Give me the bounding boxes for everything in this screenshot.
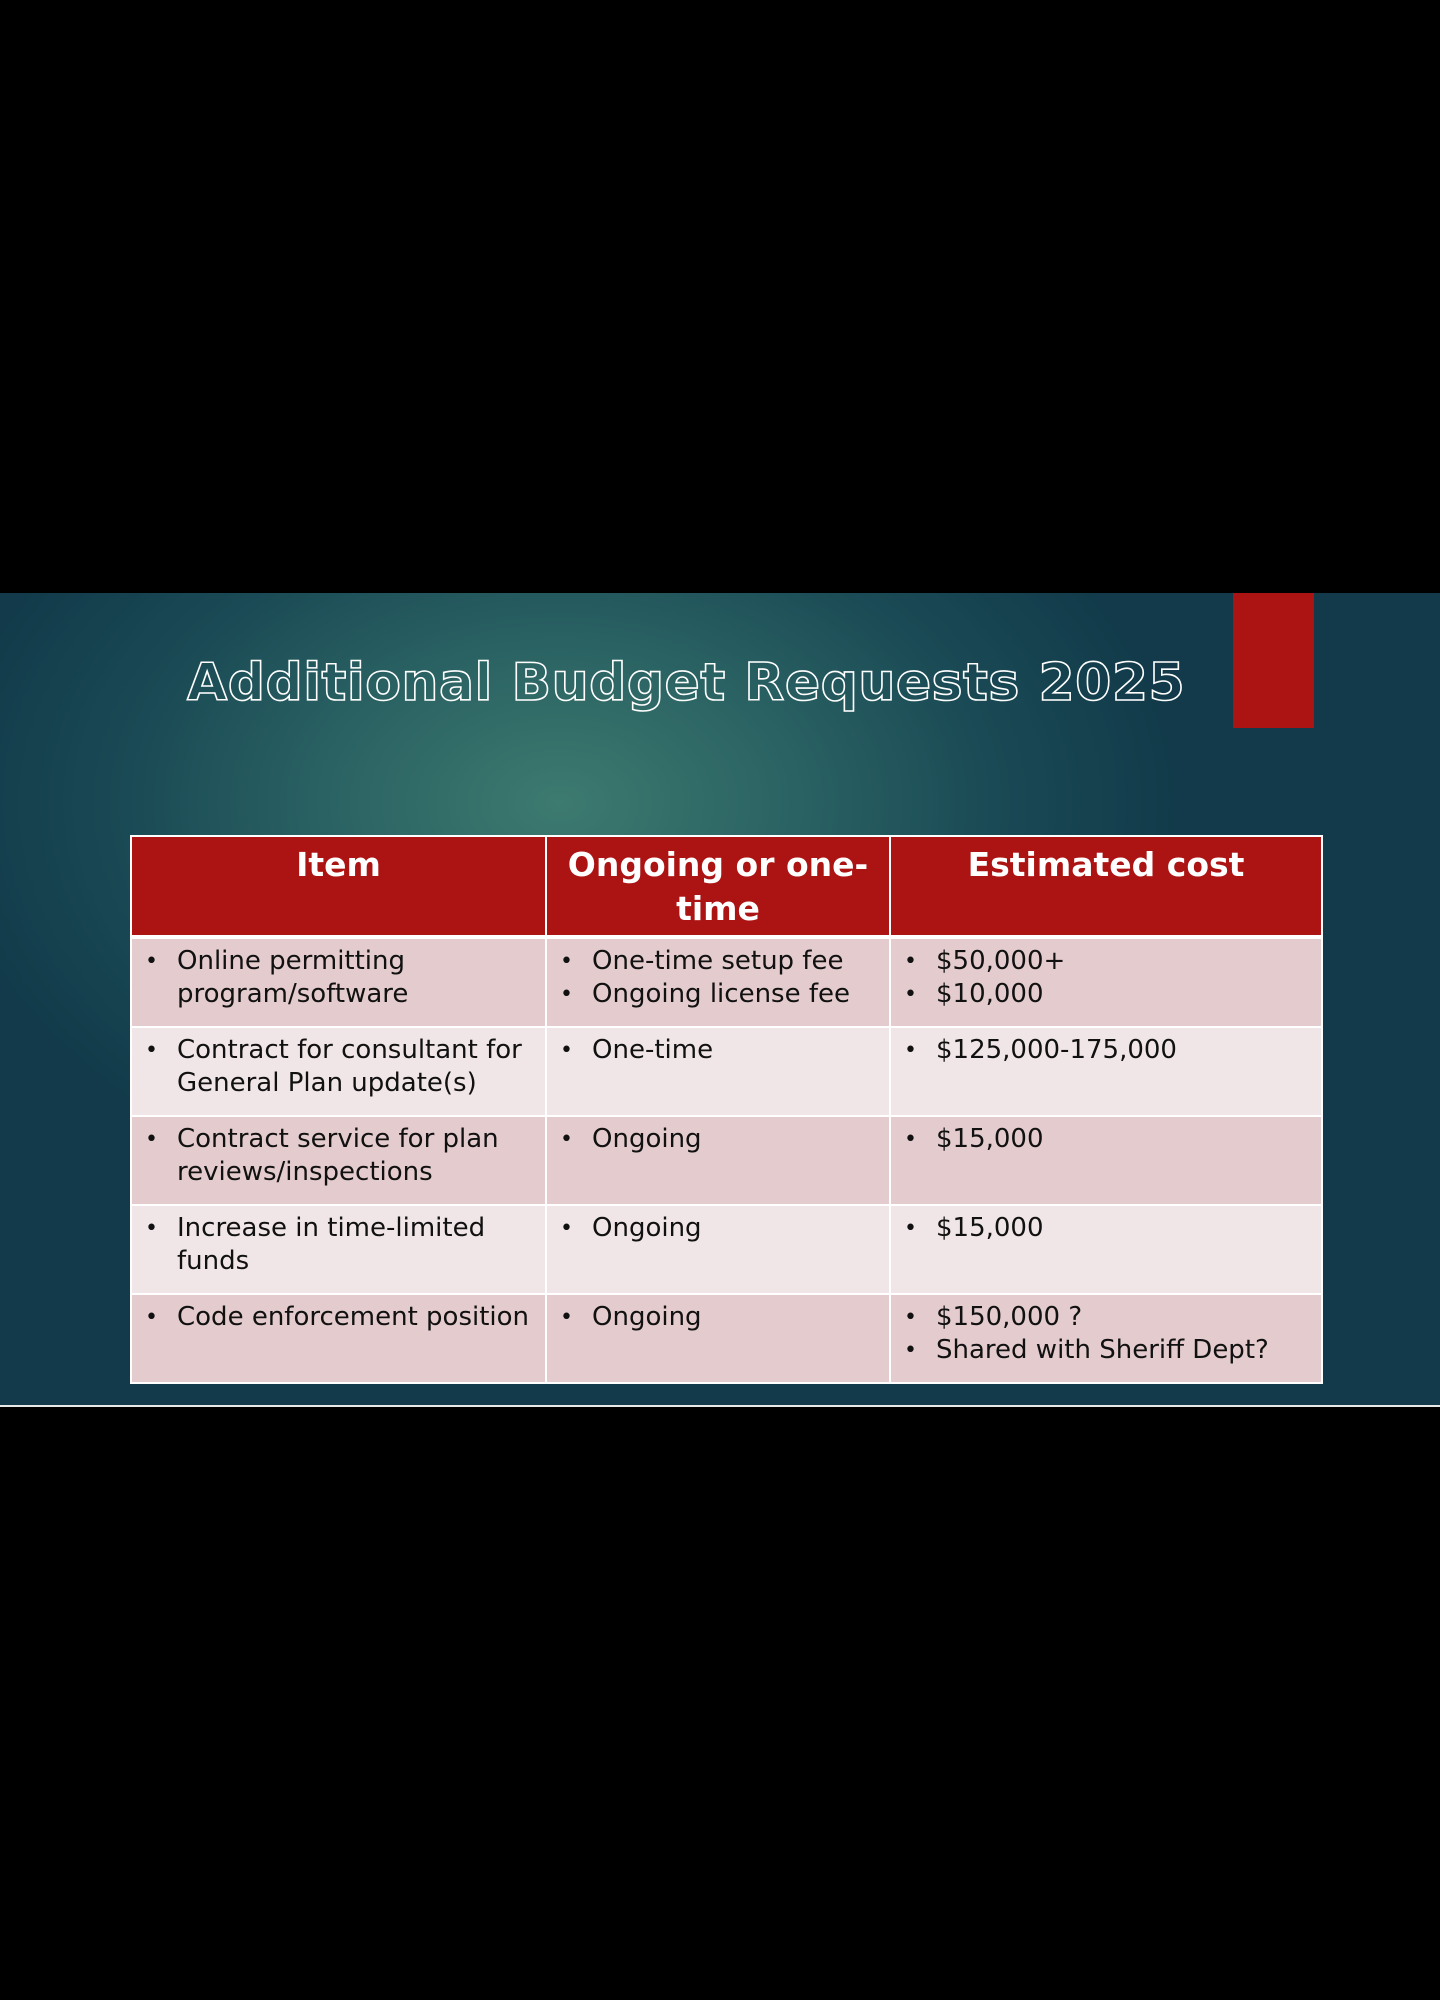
bullet-icon: •: [560, 982, 573, 1007]
bullet-text: Shared with Sheriff Dept?: [936, 1335, 1269, 1365]
bullet-icon: •: [145, 949, 158, 974]
bullet-text: $150,000 ?: [936, 1302, 1083, 1332]
table-row: [131, 1027, 1322, 1116]
table-header-row: [131, 836, 1322, 937]
bullet-text: $15,000: [936, 1124, 1044, 1154]
bullet-item: [901, 1212, 1311, 1245]
bullet-text: Contract service for plan reviews/inspections: [177, 1124, 499, 1187]
table-row: [131, 1205, 1322, 1294]
table-row: [131, 1116, 1322, 1205]
bullet-icon: •: [145, 1127, 158, 1152]
bullet-text: Ongoing: [592, 1124, 702, 1154]
bullet-list: [142, 945, 535, 1011]
bullet-item: [901, 945, 1311, 978]
bullet-item: [557, 1212, 879, 1245]
bullet-list: [901, 945, 1311, 1011]
bullet-list: [557, 1034, 879, 1067]
bullet-text: $15,000: [936, 1213, 1044, 1243]
bullet-icon: •: [904, 949, 917, 974]
bullet-list: [901, 1212, 1311, 1245]
bullet-list: [142, 1123, 535, 1189]
bullet-list: [901, 1034, 1311, 1067]
bullet-item: [901, 1334, 1311, 1367]
bullet-icon: •: [904, 1305, 917, 1330]
bullet-icon: •: [560, 949, 573, 974]
bullet-text: One-time: [592, 1035, 714, 1065]
bullet-item: [142, 945, 535, 1011]
header-frequency: Ongoing or one-time: [546, 836, 890, 937]
bullet-text: Ongoing license fee: [592, 979, 850, 1009]
bullet-text: $125,000-175,000: [936, 1035, 1177, 1065]
frequency-cell: [546, 937, 890, 1027]
bullet-icon: •: [904, 1127, 917, 1152]
bullet-item: [901, 978, 1311, 1011]
bullet-list: [901, 1123, 1311, 1156]
bullet-icon: •: [145, 1216, 158, 1241]
bullet-icon: •: [560, 1305, 573, 1330]
bullet-list: [557, 1212, 879, 1245]
cost-cell: [890, 1027, 1322, 1116]
slide-title: Additional Budget Requests 2025: [187, 653, 1186, 713]
bullet-item: [557, 945, 879, 978]
bullet-text: Online permitting program/software: [177, 946, 409, 1009]
bullet-text: Code enforcement position: [177, 1302, 530, 1332]
bullet-text: $50,000+: [936, 946, 1066, 976]
bullet-item: [557, 1034, 879, 1067]
table-row: [131, 1294, 1322, 1383]
bullet-text: $10,000: [936, 979, 1044, 1009]
header-item: Item: [131, 836, 546, 937]
bullet-icon: •: [904, 1338, 917, 1363]
bullet-item: [901, 1034, 1311, 1067]
bullet-icon: •: [904, 1216, 917, 1241]
bullet-icon: •: [904, 982, 917, 1007]
bullet-text: Contract for consultant for General Plan update(s): [177, 1035, 522, 1098]
item-cell: [131, 1294, 546, 1383]
frequency-cell: [546, 1116, 890, 1205]
bullet-list: [142, 1034, 535, 1100]
bullet-list: [557, 1123, 879, 1156]
bullet-icon: •: [560, 1038, 573, 1063]
table-body: [131, 937, 1322, 1383]
slide: [0, 593, 1440, 1407]
bullet-list: [901, 1301, 1311, 1367]
budget-table: [130, 835, 1323, 1384]
bullet-list: [557, 945, 879, 1011]
frequency-cell: [546, 1205, 890, 1294]
bullet-text: One-time setup fee: [592, 946, 844, 976]
bullet-item: [901, 1301, 1311, 1334]
cost-cell: [890, 1116, 1322, 1205]
item-cell: [131, 937, 546, 1027]
header-cost: Estimated cost: [890, 836, 1322, 937]
cost-cell: [890, 1294, 1322, 1383]
bullet-icon: •: [560, 1216, 573, 1241]
bullet-item: [142, 1212, 535, 1278]
bullet-item: [557, 1301, 879, 1334]
bullet-list: [142, 1301, 535, 1334]
bullet-list: [557, 1301, 879, 1334]
frequency-cell: [546, 1294, 890, 1383]
item-cell: [131, 1205, 546, 1294]
bullet-text: Ongoing: [592, 1213, 702, 1243]
bullet-item: [557, 1123, 879, 1156]
bullet-item: [557, 978, 879, 1011]
bullet-icon: •: [904, 1038, 917, 1063]
bullet-list: [142, 1212, 535, 1278]
bullet-item: [142, 1301, 535, 1334]
cost-cell: [890, 1205, 1322, 1294]
bullet-item: [901, 1123, 1311, 1156]
accent-tab: [1233, 593, 1314, 728]
table-row: [131, 937, 1322, 1027]
bullet-text: Increase in time-limited funds: [177, 1213, 486, 1276]
cost-cell: [890, 937, 1322, 1027]
bullet-text: Ongoing: [592, 1302, 702, 1332]
bullet-icon: •: [560, 1127, 573, 1152]
item-cell: [131, 1116, 546, 1205]
bullet-item: [142, 1034, 535, 1100]
bullet-item: [142, 1123, 535, 1189]
bullet-icon: •: [145, 1305, 158, 1330]
item-cell: [131, 1027, 546, 1116]
bullet-icon: •: [145, 1038, 158, 1063]
frequency-cell: [546, 1027, 890, 1116]
